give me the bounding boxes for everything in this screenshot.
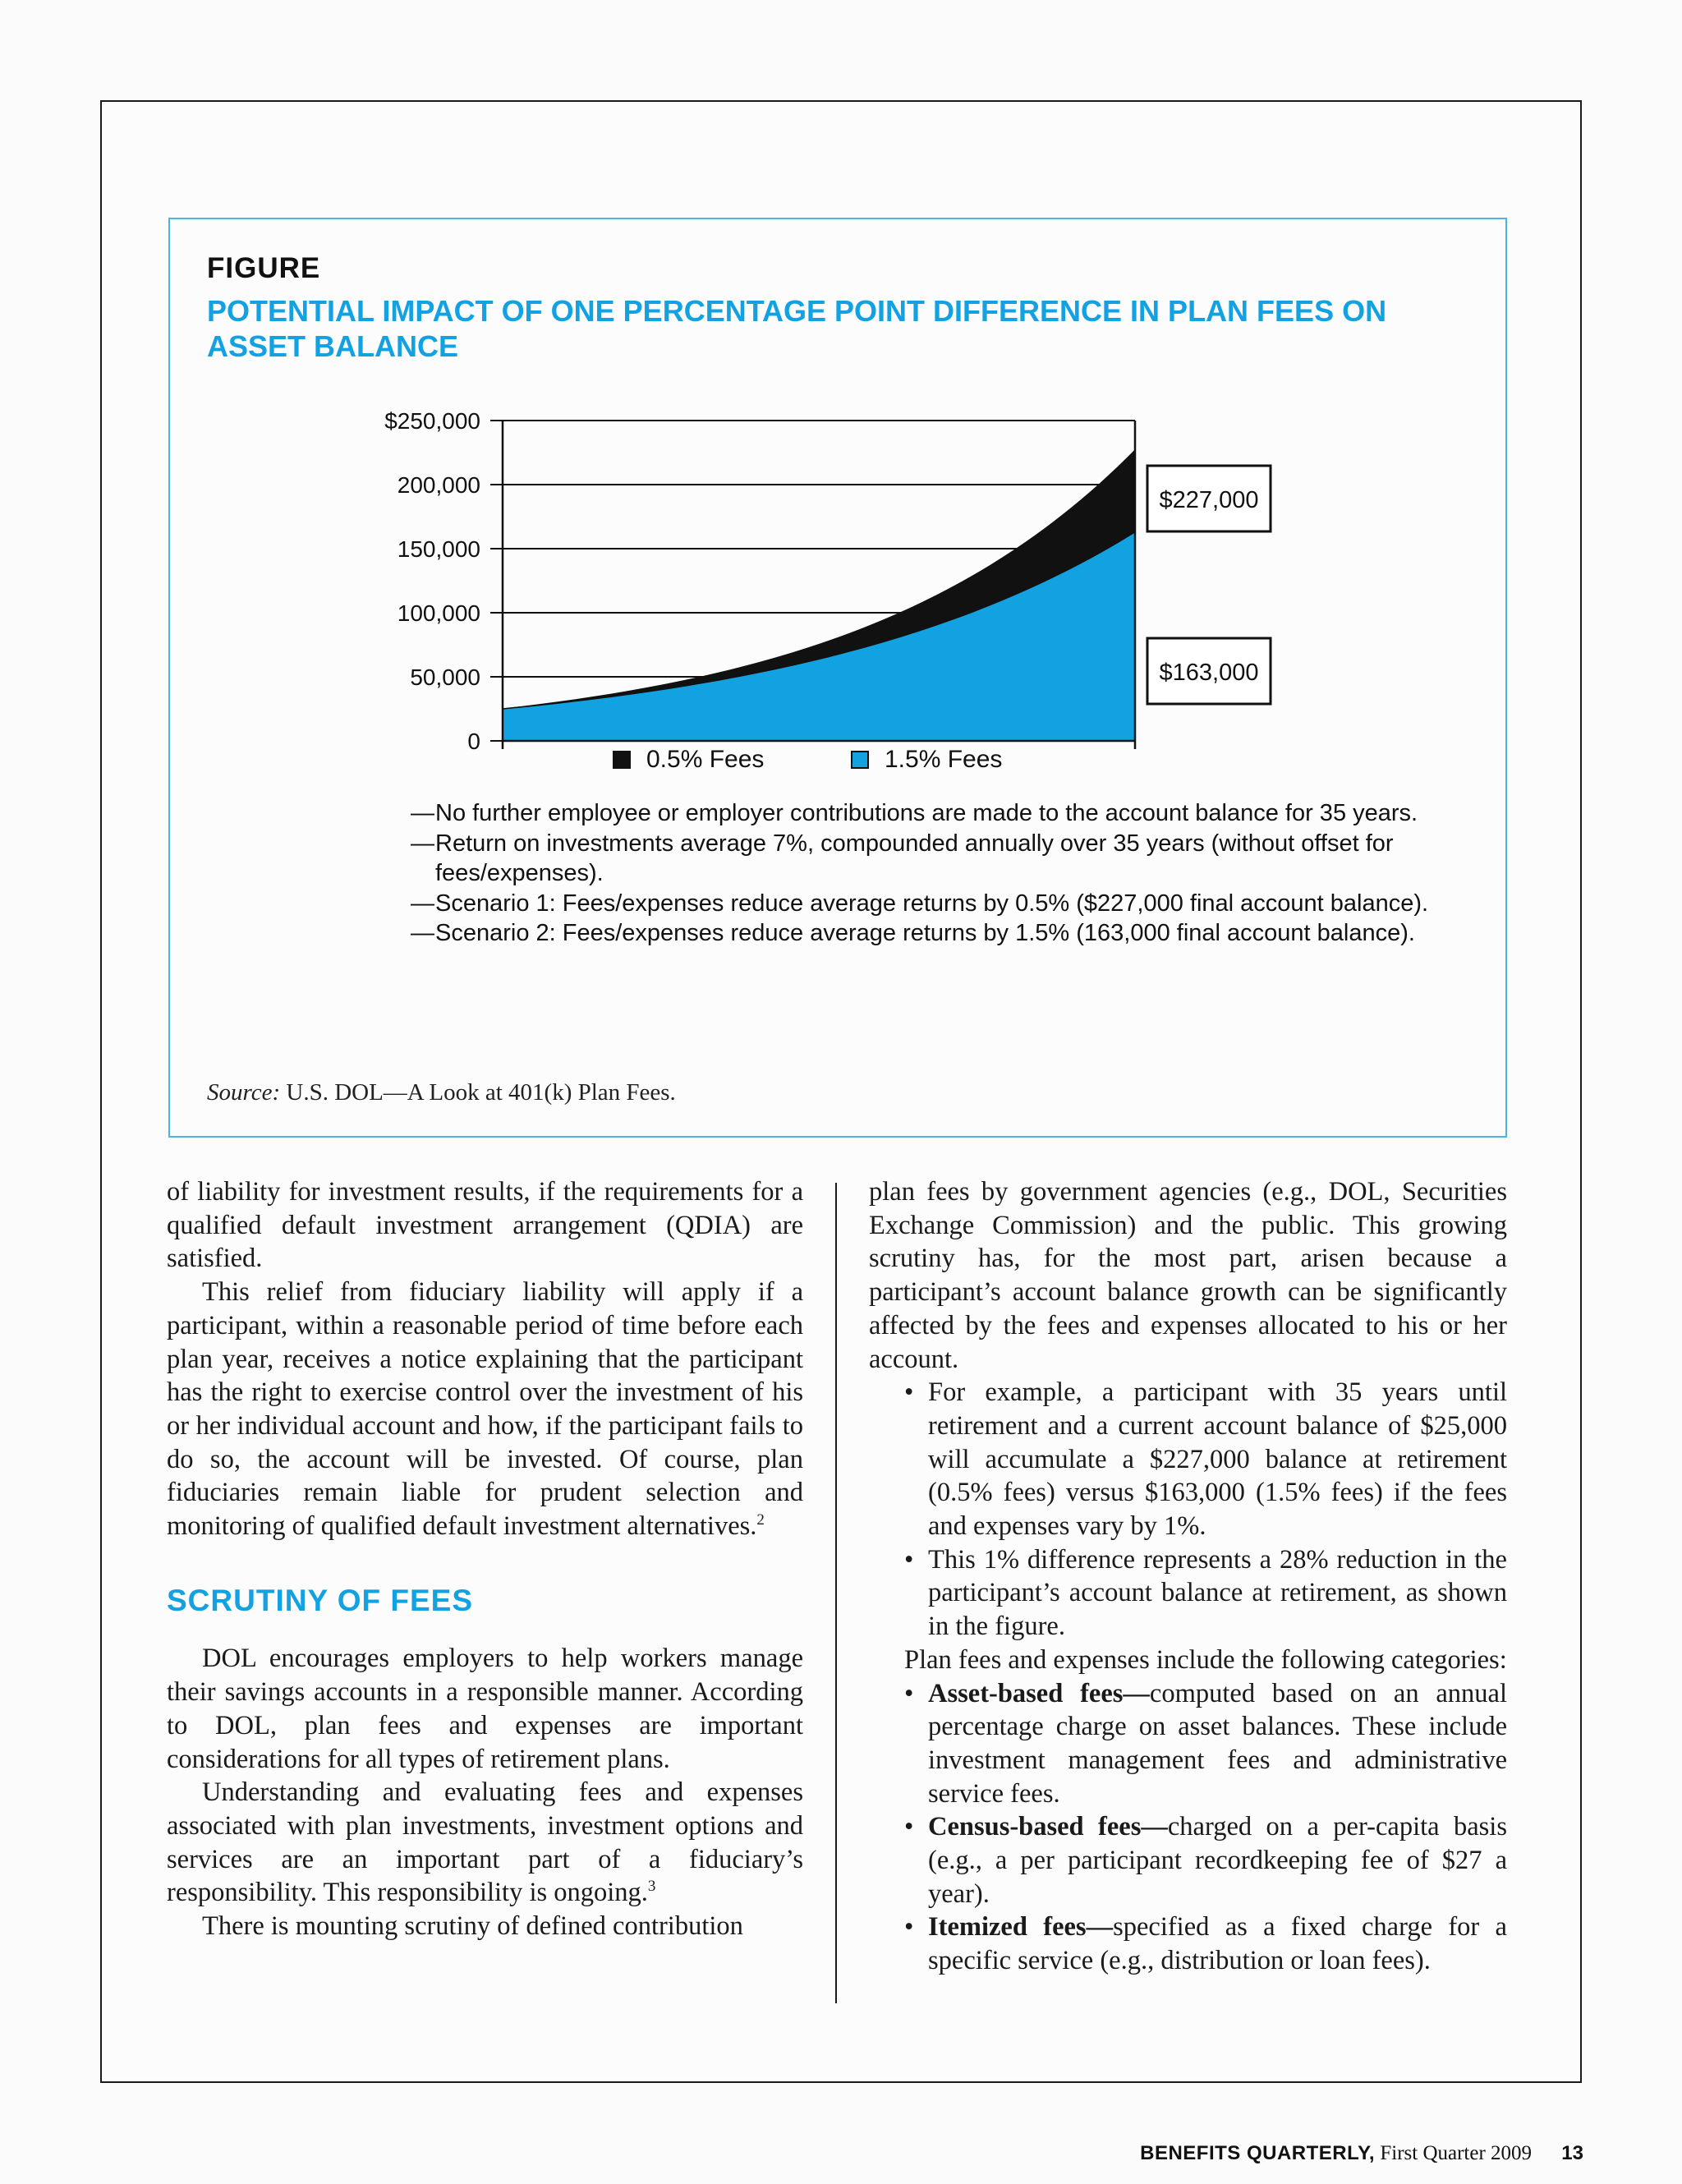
figure-box <box>168 218 1507 1138</box>
y-tick-label: $250,000 <box>384 408 480 434</box>
paragraph: Understanding and evaluating fees and expenses associated with plan investments, investment options and services are an important part of a fiduciary’s responsibility. This responsibility is ongoing.$^3$ <box>167 1777 803 1908</box>
left-column <box>167 1175 803 1943</box>
legend-label: 1.5% Fees <box>885 746 1003 773</box>
list-item: • Asset-based fees—computed based on an annual percentage charge on asset balances. These include investment management fees and administrative service fees. <box>904 1678 1507 1809</box>
column-divider <box>835 1183 837 2003</box>
list-item: • For example, a participant with 35 years until retirement and a current account balance of $25,000 will accumulate a $227,000 balance at retirement (0.5% fees) versus $163,000 (1.5% fees) if the fees and expenses vary by 1%. <box>904 1377 1507 1542</box>
y-tick-label: 0 <box>467 729 480 754</box>
paragraph: of liability for investment results, if the requirements for a qualified default investment arrangement (QDIA) are satisfied. <box>167 1177 803 1274</box>
paragraph: DOL encourages employers to help workers manage their savings accounts in a responsible manner. According to DOL, plan fees and expenses are important considerations for all types of retirement plans. <box>167 1644 803 1774</box>
paragraph: There is mounting scrutiny of defined contribution <box>202 1911 743 1942</box>
section-heading: SCRUTINY OF FEES <box>167 1583 474 1617</box>
y-tick-label: 200,000 <box>397 472 480 498</box>
end-value-label: $227,000 <box>1159 487 1259 513</box>
page-number: 13 <box>1561 2142 1583 2164</box>
legend-swatch <box>852 752 868 768</box>
page-footer <box>1140 2142 1583 2165</box>
legend-swatch <box>614 752 630 768</box>
figure-notes <box>412 798 1480 949</box>
area-chart <box>170 219 1509 794</box>
figure-note: — Scenario 1: Fees/expenses reduce average returns by 0.5% ($227,000 final account balance). <box>411 890 1429 917</box>
paragraph: Plan fees and expenses include the following categories: <box>904 1644 1507 1675</box>
magazine-name: BENEFITS QUARTERLY, <box>1140 2142 1376 2164</box>
y-tick-label: 50,000 <box>410 664 480 690</box>
legend-label: 0.5% Fees <box>646 746 765 773</box>
fee-type-list <box>869 1677 1507 1978</box>
paragraph: This relief from fiduciary liability will apply if a participant, within a reasonable period of time before each plan year, receives a notice explaining that the participant has the right to exercise control over the investment of his or her individual account and how, if the participant fails to do so, the account will be invested. Of course, plan fiduciaries remain liable for prudent selection and monitoring of qualified default investment alternatives.$^2$ <box>167 1277 803 1542</box>
list-item: • This 1% difference represents a 28% reduction in the participant’s account balance at retirement, as shown in the figure. <box>904 1544 1507 1642</box>
figure-title: POTENTIAL IMPACT OF ONE PERCENTAGE POINT DIFFERENCE IN PLAN FEES ON ASSET BALANCE <box>207 294 1387 363</box>
figure-note: — Scenario 2: Fees/expenses reduce average returns by 1.5% (163,000 final account balance). <box>411 920 1415 946</box>
issue-date: First Quarter 2009 <box>1380 2142 1533 2164</box>
list-item: • Itemized fees—specified as a fixed charge for a specific service (e.g., distribution or loan fees). <box>904 1912 1507 1976</box>
figure-note: — Return on investments average 7%, compounded annually over 35 years (without offset for fees/expenses). <box>411 830 1394 886</box>
right-column <box>869 1175 1507 1978</box>
figure-label: FIGURE <box>207 252 321 284</box>
paragraph: plan fees by government agencies (e.g., DOL, Securities Exchange Commission) and the public. This growing scrutiny has, for the most part, arisen because a participant’s account balance growth can be significantly affected by the fees and expenses allocated to his or her account. <box>869 1177 1507 1374</box>
figure-source: Source: U.S. DOL—A Look at 401(k) Plan Fees. <box>207 1079 676 1106</box>
y-tick-label: 100,000 <box>397 600 480 626</box>
figure-note: — No further employee or employer contributions are made to the account balance for 35 years. <box>411 800 1418 826</box>
y-tick-label: 150,000 <box>397 536 480 562</box>
bullet-list <box>869 1376 1507 1644</box>
end-value-label: $163,000 <box>1159 660 1259 686</box>
list-item: • Census-based fees—charged on a per-capita basis (e.g., a per participant recordkeeping fee of $27 a year). <box>904 1812 1507 1909</box>
